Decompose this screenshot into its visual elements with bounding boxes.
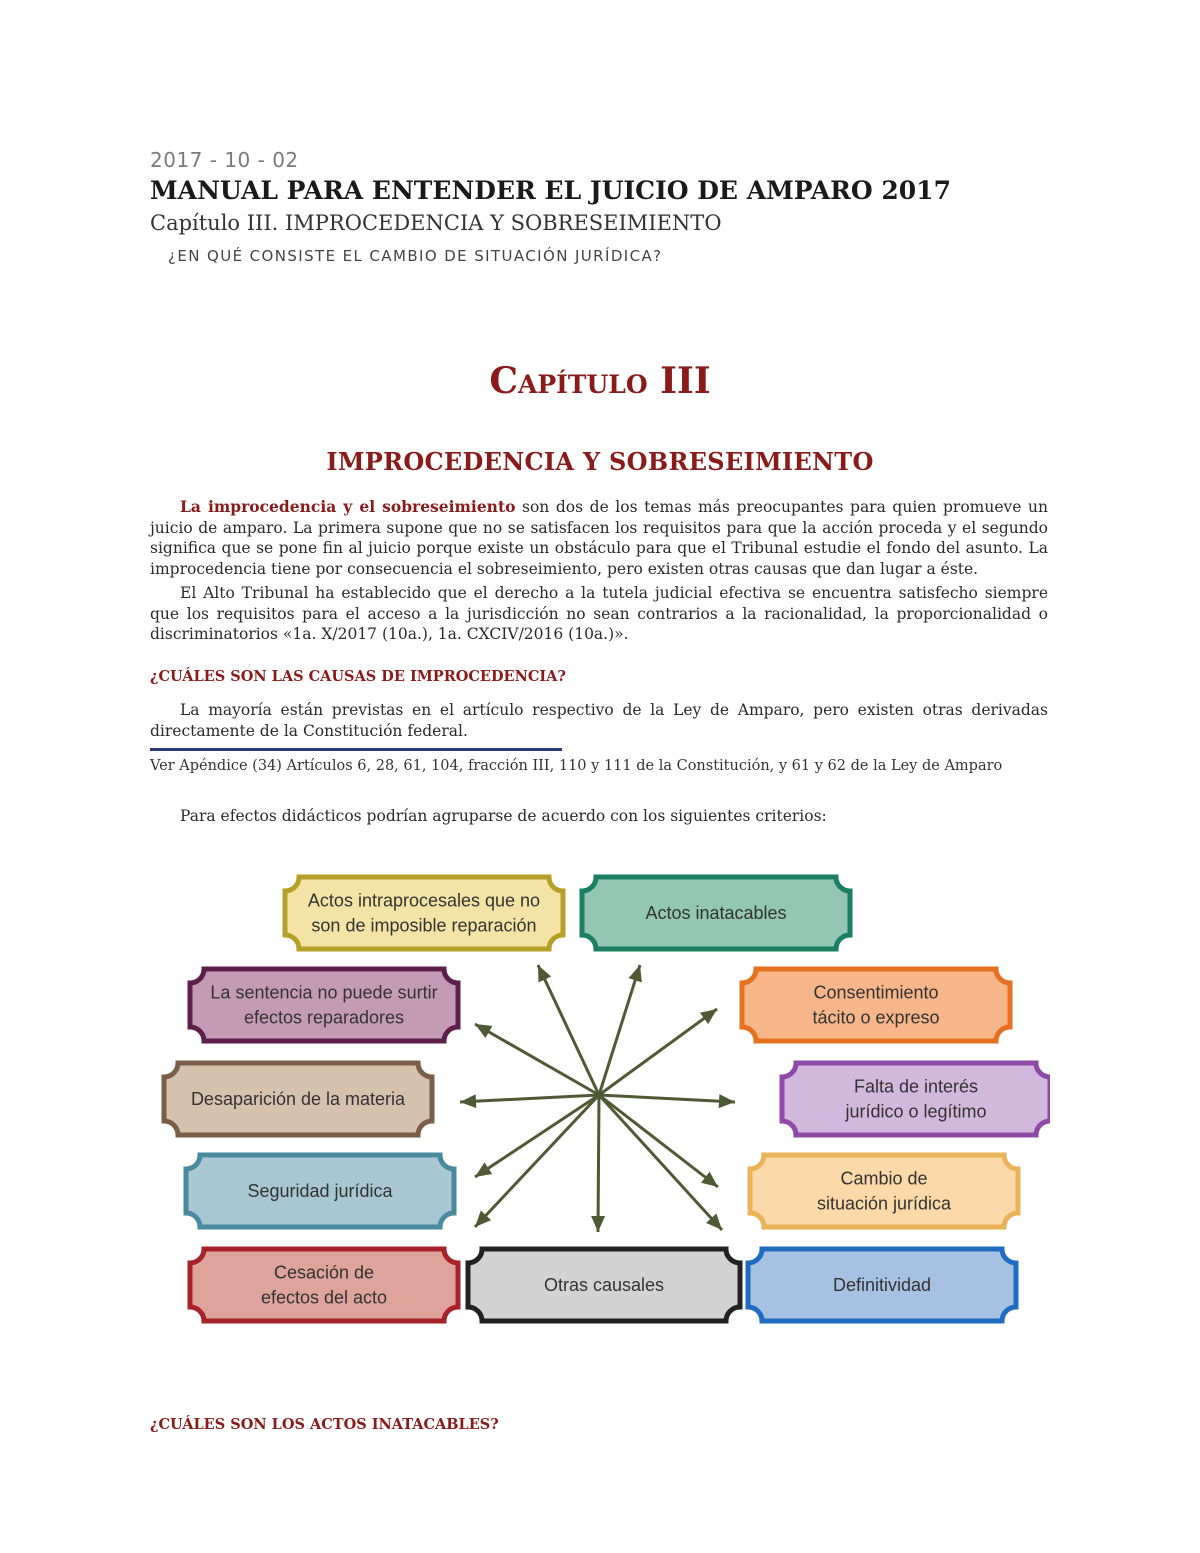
criterion-label: Cesación de: [273, 1262, 375, 1283]
arrow-head-5: [460, 1094, 476, 1108]
section-heading: IMPROCEDENCIA Y SOBRESEIMIENTO: [326, 447, 874, 476]
improcedencia-diagram: [150, 862, 1050, 1342]
intro-text-2: El Alto Tribunal ha establecido que el derecho a la tutela judicial efectiva se encuentra satisfecho siempre que los requisitos para el acceso a la jurisdicción no sean contrarios a la racionalidad, la proporcionalidad o discriminatorios «1a. X/2017 (10a.), 1a. CXCIV/2016 (10a.)».: [150, 584, 1048, 643]
criterion-box-8: [750, 1155, 1018, 1227]
lead-text: Para efectos didácticos podrían agruparse de acuerdo con los siguientes criterios:: [180, 807, 827, 825]
next-heading: ¿CUÁLES SON LOS ACTOS INATACABLES?: [150, 1416, 499, 1433]
criterion-box-6: [782, 1063, 1050, 1135]
arrow-head-10: [591, 1216, 605, 1232]
criterion-box-4: [742, 969, 1010, 1041]
criterion-label: efectos reparadores: [243, 1007, 405, 1028]
arrow-line-2: [599, 965, 640, 1095]
causas-text: La mayoría están previstas en el artículo respectivo de la Ley de Amparo, pero existen otras derivadas directamente de la Constitución federal.: [150, 701, 1048, 740]
arrow-line-1: [538, 965, 599, 1095]
criterion-label: Cambio de: [840, 1168, 928, 1189]
criterion-label: jurídico o legítimo: [845, 1101, 987, 1122]
criterion-box-9: [190, 1249, 458, 1321]
arrow-line-7: [475, 1095, 599, 1177]
criterion-box-shape: [190, 969, 458, 1041]
criterion-box-1: [285, 877, 563, 949]
criterion-label: Consentimiento: [813, 982, 939, 1003]
criterion-box-11: [748, 1249, 1016, 1321]
criterion-box-5: [164, 1063, 432, 1135]
criterion-box-7: [186, 1155, 454, 1227]
criterion-label: La sentencia no puede surtir: [210, 982, 438, 1003]
criterion-label: Otras causales: [543, 1275, 665, 1295]
causas-heading: ¿CUÁLES SON LAS CAUSAS DE IMPROCEDENCIA?: [150, 668, 566, 685]
arrow-head-7: [475, 1162, 492, 1177]
arrow-head-4: [700, 1009, 717, 1024]
document-date: 2017 - 10 - 02: [150, 148, 299, 172]
criterion-label: Definitividad: [832, 1275, 932, 1295]
intro-text: son dos de los temas más preocupantes para quien promueve un juicio de amparo. La primera supone que no se satisfacen los requisitos para que la acción proceda y el segundo significa que se pone fin al juicio porque existe un obstáculo para que el Tribunal estudie el fondo del asunto. La improcedencia tiene por consecuencia el sobreseimiento, pero existen otras causas que dan lugar a éste.: [150, 498, 1048, 578]
arrow-head-2: [629, 965, 642, 982]
criterion-box-3: [190, 969, 458, 1041]
criterion-label: son de imposible reparación: [311, 915, 537, 936]
arrow-line-4: [599, 1009, 717, 1095]
intro-paragraph-2: [150, 583, 1048, 645]
document-title: MANUAL PARA ENTENDER EL JUICIO DE AMPARO 2017: [150, 176, 951, 205]
criterion-label: Actos inatacables: [645, 903, 787, 923]
criterion-box-10: [468, 1249, 740, 1321]
arrow-group: [460, 965, 735, 1232]
lead-question: ¿EN QUÉ CONSISTE EL CAMBIO DE SITUACIÓN JURÍDICA?: [168, 247, 663, 265]
box-group: [164, 877, 1050, 1321]
criterion-box-shape: [190, 1249, 458, 1321]
arrow-line-6: [599, 1095, 735, 1102]
intro-paragraph-1: [150, 497, 1048, 579]
arrow-head-6: [719, 1094, 735, 1108]
causas-paragraph: [150, 700, 1048, 741]
criterion-label: efectos del acto: [260, 1287, 388, 1308]
criterion-box-shape: [742, 969, 1010, 1041]
lead-paragraph: [150, 806, 1048, 827]
arrow-line-11: [599, 1095, 722, 1230]
criterion-label: tácito o expreso: [812, 1007, 940, 1028]
arrow-line-10: [598, 1095, 599, 1232]
criterion-label: Seguridad jurídica: [247, 1181, 393, 1201]
criterion-box-shape: [750, 1155, 1018, 1227]
criterion-box-shape: [285, 877, 563, 949]
arrow-line-5: [460, 1095, 599, 1102]
criterion-box-shape: [782, 1063, 1050, 1135]
arrow-line-3: [475, 1024, 599, 1095]
intro-highlight: La improcedencia y el sobreseimiento: [180, 497, 516, 516]
reference-note: Ver Apéndice (34) Artículos 6, 28, 61, 104, fracción III, 110 y 111 de la Constitución, y 61 y 62 de la Ley de Amparo: [150, 758, 1003, 774]
criterion-label: Desaparición de la materia: [190, 1089, 406, 1109]
arrow-line-8: [599, 1095, 718, 1187]
reference-rule: [150, 748, 562, 751]
criterion-label: Actos intraprocesales que no: [307, 890, 541, 911]
criterion-label: situación jurídica: [816, 1193, 952, 1214]
chapter-heading: Capítulo III: [489, 360, 711, 402]
criterion-label: Falta de interés: [853, 1076, 979, 1097]
chapter-line: Capítulo III. IMPROCEDENCIA Y SOBRESEIMIENTO: [150, 211, 722, 235]
arrow-line-9: [475, 1095, 599, 1227]
criterion-box-2: [582, 877, 850, 949]
